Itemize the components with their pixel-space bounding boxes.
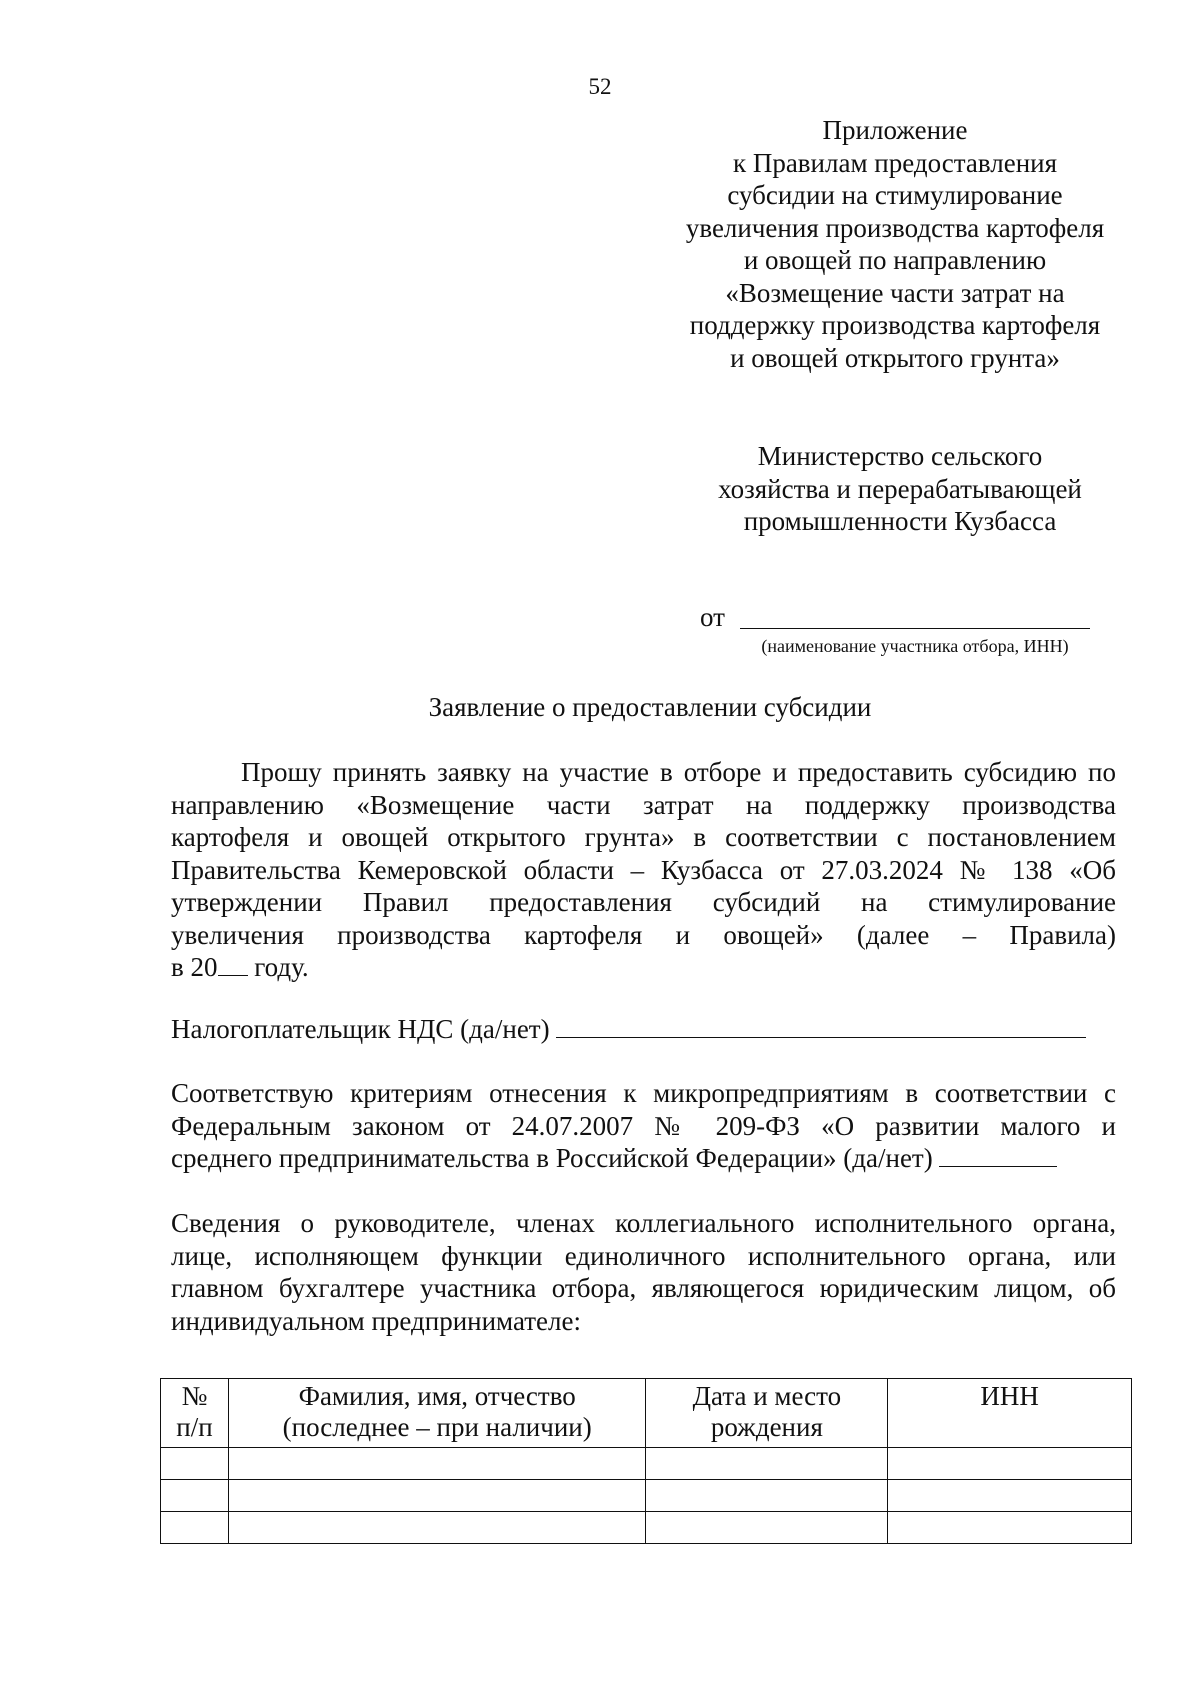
request-paragraph bbox=[171, 756, 1116, 984]
table-cell[interactable] bbox=[646, 1448, 888, 1480]
appendix-line: Приложение bbox=[822, 115, 968, 145]
table-row bbox=[161, 1448, 1132, 1480]
column-header-birth: Дата и место рождения bbox=[646, 1379, 888, 1448]
appendix-line: поддержку производства картофеля bbox=[689, 310, 1101, 340]
appendix-line: и овощей по направлению bbox=[743, 245, 1047, 275]
table-cell[interactable] bbox=[228, 1480, 646, 1512]
from-field bbox=[700, 601, 725, 633]
micro-enterprise-paragraph bbox=[171, 1077, 1116, 1175]
appendix-line: «Возмещение части затрат на bbox=[725, 277, 1065, 308]
table-cell[interactable] bbox=[228, 1512, 646, 1544]
paragraph-line: главном бухгалтере участника отбора, являющегося юридическим лицом, об bbox=[171, 1273, 1116, 1303]
paragraph-line: Прошу принять заявку на участие в отборе и предоставить субсидию по bbox=[241, 757, 1116, 787]
paragraph-line: направлению «Возмещение части затрат на поддержку производства bbox=[171, 789, 1116, 820]
table-row bbox=[161, 1512, 1132, 1544]
directors-table bbox=[160, 1378, 1132, 1544]
table-cell[interactable] bbox=[161, 1480, 229, 1512]
paragraph-line: индивидуальном предпринимателе: bbox=[171, 1305, 581, 1336]
appendix-line: субсидии на стимулирование bbox=[727, 180, 1063, 210]
year-line bbox=[171, 951, 1116, 984]
table-cell[interactable] bbox=[646, 1512, 888, 1544]
table-cell[interactable] bbox=[888, 1512, 1132, 1544]
appendix-header bbox=[650, 114, 1140, 374]
from-label: от bbox=[700, 602, 725, 632]
column-header-number: № п/п bbox=[161, 1379, 229, 1448]
paragraph-line: увеличения производства картофеля и овощей» (далее – Правила) bbox=[171, 919, 1116, 950]
directors-info-paragraph bbox=[171, 1207, 1116, 1337]
paragraph-line: картофеля и овощей открытого грунта» в соответствии с постановлением bbox=[171, 822, 1116, 852]
from-input-line[interactable] bbox=[740, 628, 1090, 629]
paragraph-line: утверждении Правил предоставления субсидий на стимулирование bbox=[171, 887, 1116, 917]
column-header-inn: ИНН bbox=[888, 1379, 1132, 1448]
table-cell[interactable] bbox=[888, 1480, 1132, 1512]
year-suffix: году. bbox=[247, 952, 309, 982]
paragraph-line: Сведения о руководителе, членах коллегиального исполнительного органа, bbox=[171, 1208, 1116, 1238]
addressee-line: промышленности Кузбасса bbox=[743, 506, 1057, 536]
paragraph-line: лице, исполняющем функции единоличного исполнительного органа, или bbox=[171, 1240, 1116, 1271]
page-number: 52 bbox=[588, 74, 612, 99]
micro-enterprise-input-line[interactable] bbox=[939, 1142, 1057, 1167]
table-row bbox=[161, 1480, 1132, 1512]
table-cell[interactable] bbox=[888, 1448, 1132, 1480]
table-cell[interactable] bbox=[646, 1480, 888, 1512]
appendix-line: к Правилам предоставления bbox=[732, 147, 1058, 178]
from-caption: (наименование участника отбора, ИНН) bbox=[761, 636, 1069, 656]
appendix-line: увеличения производства картофеля bbox=[685, 212, 1105, 243]
table-cell[interactable] bbox=[161, 1512, 229, 1544]
paragraph-line: Федеральным законом от 24.07.2007 № 209-ФЗ «О развитии малого и bbox=[171, 1110, 1116, 1141]
table-header-row bbox=[161, 1379, 1132, 1448]
vat-field bbox=[171, 1013, 1116, 1046]
appendix-line: и овощей открытого грунта» bbox=[730, 342, 1060, 373]
addressee-line: Министерство сельского bbox=[757, 441, 1043, 471]
paragraph-line: Соответствую критериям отнесения к микропредприятиям в соответствии с bbox=[171, 1078, 1116, 1108]
column-header-full-name: Фамилия, имя, отчество (последнее – при наличии) bbox=[228, 1379, 646, 1448]
addressee-line: хозяйства и перерабатывающей bbox=[718, 473, 1082, 504]
vat-label: Налогоплательщик НДС (да/нет) bbox=[171, 1014, 550, 1044]
table-cell[interactable] bbox=[161, 1448, 229, 1480]
document-title: Заявление о предоставлении субсидии bbox=[428, 692, 872, 722]
year-prefix: в 20 bbox=[171, 952, 218, 982]
micro-enterprise-label: среднего предпринимательства в Российской Федерации» (да/нет) bbox=[171, 1143, 933, 1173]
table-cell[interactable] bbox=[228, 1448, 646, 1480]
paragraph-line: Правительства Кемеровской области – Кузбасса от 27.03.2024 № 138 «Об bbox=[171, 854, 1116, 885]
vat-input-line[interactable] bbox=[556, 1013, 1086, 1038]
addressee bbox=[680, 440, 1120, 538]
year-input-line[interactable] bbox=[218, 951, 248, 976]
